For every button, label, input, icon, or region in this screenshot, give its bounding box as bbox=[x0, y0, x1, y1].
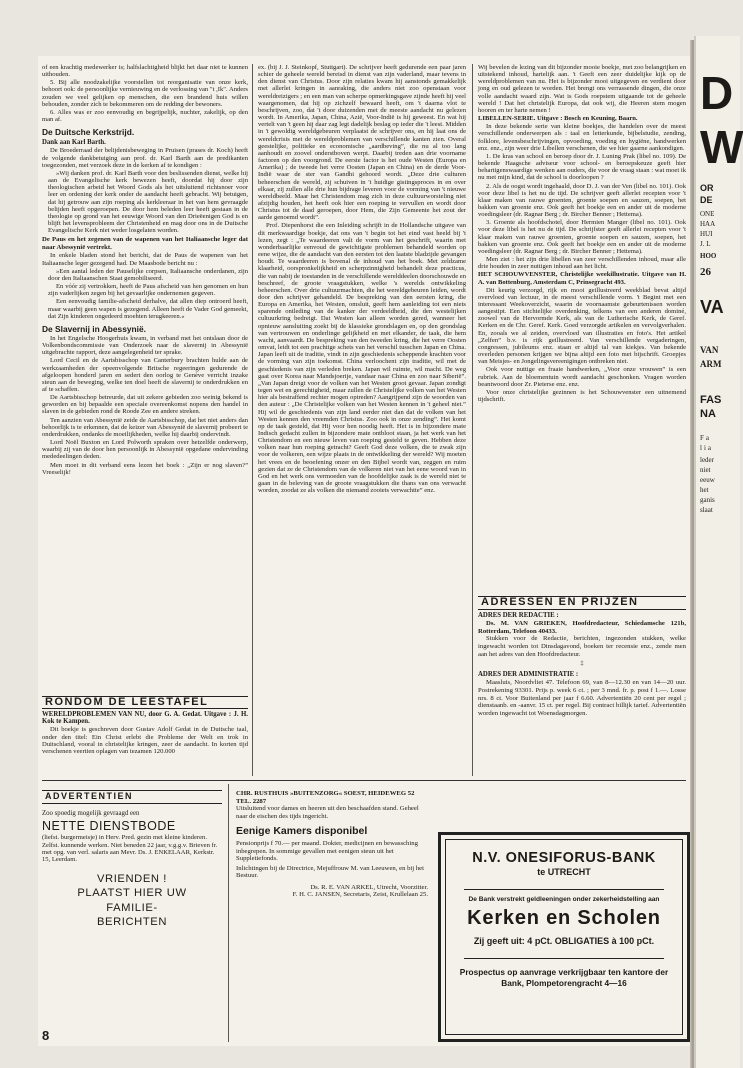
paragraph: Voor onze christelijke gezinnen is het Schouwvenster een uitnemend tijdschrift. bbox=[478, 388, 686, 404]
subheading: Dank aan Karl Barth. bbox=[42, 139, 106, 147]
column-1 bbox=[42, 64, 248, 477]
bank-name: N.V. ONESIFORUS-BANK bbox=[472, 850, 656, 866]
fragment: HUI bbox=[700, 230, 713, 238]
paragraph: De Broederraad der belijdenisbeweging in Pruisen (prases dr. Koch) heeft de volgende dankbetuiging aan prof. dr. Karl Barth aan de predikanten toegezonden, met verzoek deze in de kerken af te kondigen : bbox=[42, 147, 248, 169]
heading-slavernij: De Slavernij in Abessynië. bbox=[42, 323, 146, 334]
fragment: leder bbox=[700, 456, 714, 464]
ad-title-kamers: Eenige Kamers disponibel bbox=[236, 825, 368, 837]
paragraph: De Aartsbisschop betreurde, dat uit zekere gebieden zoo weinig bekend is geworden en bij bepaalde een speciale overeenkomst nopens den handel in slaven in de gebieden rond de Roode Zee en andere streken. bbox=[42, 394, 248, 416]
quote: »Een aantal leden der Pauselijke corpsen, Italiaansche onderdanen, zijn door den Italiaanschen Staat gemobiliseerd. bbox=[48, 267, 248, 282]
fragment: slaat bbox=[700, 506, 713, 514]
bank-rate: Zij geeft uit: 4 pCt. OBLIGATIES à 100 pCt. bbox=[473, 936, 655, 946]
ad-text: (liefst. burgermeisje) in Herv. Pred. gezin met kleine kinderen. Zelfst. kunnende werken. Niet beneden 22 jaar, v.g.g.v. Brieven fr. met opg. van verl. salaris aan Mevr. Ds. J. ENKELAAR, Kerkstr. 15, Leerdam. bbox=[42, 834, 218, 864]
column-rule bbox=[252, 64, 253, 776]
fragment: W bbox=[700, 121, 743, 173]
quote: En vóór zij vertrokken, heeft de Paus afscheid van hen genomen en hun zijn vaderlijken zegen bij het gevaarlijke ondernemen gegeven. bbox=[48, 283, 248, 298]
onesiforus-bank-ad bbox=[438, 832, 690, 1042]
paragraph: Men ziet : het zijn drie libellen van zeer verschillenden inhoud, maar alle drie houden in zeer nuttigen inhoud aan het licht. bbox=[478, 256, 686, 271]
fragment: J. L bbox=[700, 240, 711, 248]
paragraph: In het Engelsche Hoogerhuis kwam, in verband met het ontslaan door de Volkenbondscommissie van Onderzoek naar de slavernij in Abessynië uitgebrachte rapport, deze aangelegenheid ter sprake. bbox=[42, 334, 248, 357]
fragment: NA bbox=[700, 408, 716, 420]
ad-head: CHR. RUSTHUIS »BUITENZORG« SOEST, HEIDEWEG 52 TEL. 2287 bbox=[236, 790, 415, 805]
fragment: DE bbox=[700, 195, 713, 205]
paragraph: Wij bevelen de lezing van dit bijzonder mooie boekje, met zoo belangrijken en uitstekend inhoud, hartelijk aan. 't Geeft een zeer duidelijke kijk op de wereldproblemen van nu. Het is bijzonder mooi uitgegeven en verdient door jong en oud gelezen te worden. Het brengt ons verrassende dingen, die onze volle aandacht waard zijn. Wat is Gods roepstem uitgaande tot de geheele wereld ! Dat het christelijk Europa, dat ook wij, die Heeren stem mogen hooren en ter harte nemen ! bbox=[478, 64, 686, 114]
fragment: OR bbox=[700, 183, 714, 193]
heading-paus: De Paus en het zegenen van de wapenen van het Italiaansche leger dat naar Abessynië vertrekt. bbox=[42, 236, 248, 251]
paragraph: LIBELLEN-SERIE. Uitgave : Bosch en Keuning, Baarn. bbox=[478, 115, 638, 123]
paragraph: Maasluis, Noordvliet 47. Telefoon 69, van 8—12.30 en van 14—20 uur. Postrekening 93301. Prijs p. week 6 ct. ; per 3 mnd. fr. p. post f 1.—. Losse nrs. 8 ct. Voor Buitenland per jaar f 6.60. Advertentiën 20 cent per regel ; dienstaanb. en -aanvr. 15 ct. per regel. Bij contract billijk tarief. Advertentiën worden ingewacht tot Woensdagmorgen. bbox=[478, 679, 686, 717]
page-number: 8 bbox=[42, 1028, 50, 1043]
fragment: ONE bbox=[700, 210, 715, 218]
bank-city: te UTRECHT bbox=[537, 867, 591, 877]
paragraph: Ds. M. VAN GRIEKEN, Hoofdredacteur, Schiedamsche 121b, Rotterdam, Telefoon 40433. bbox=[478, 620, 686, 635]
fragment: eeuw bbox=[700, 476, 715, 484]
paragraph: 5. Bij alle noodzakelijke voorstellen tot reorganisatie van onze kerk, behoort ook: de persoonlijke vernieuwing en de verlossing van "t ,Ik". Anders zouden we veel gelijken op menschen, die een brandend huis willen behouden, zonder zich te bekommeren om de redding der bewoners. bbox=[42, 79, 248, 108]
ad-text: Inlichtingen bij de Directrice, Mejuffrouw M. van Leeuwen, en bij het Bestuur. bbox=[236, 864, 424, 879]
quote: »Wij danken prof. dr. Karl Barth voor den beslissenden dienst, welke hij aan de Evangelische kerk bewezen heeft, doordat hij door zijn theologischen arbeid het Woord Gods als het uitsluitend richtsnoer voor leer en ordening der kerk onder de aandacht heeft gebracht. Wij betuigen, dat hij getrouw aan zijn roeping als kerkleeraar in het van hem gevraagde belijden heeft opgeroepen. De door hem beleden leer heeft gestaan in de theologie op grond van het eeuwige Woord van den Drieëenigen God is en blijft het levensprobleem der Christenheid en mag door ons in de Duitsche Evangelische Kerk niet weder losgelaten worden. bbox=[48, 169, 248, 235]
adressen-title: ADRESSEN EN PRIJZEN bbox=[478, 596, 686, 610]
adjacent-page bbox=[694, 36, 743, 1068]
paragraph: HET SCHOUWVENSTER, Christelijke weekillustratie. Uitgave van H. A. van Bottenburg, Amsterdam C, Prinsegracht 493. bbox=[478, 271, 686, 286]
ad-intro: Zoo spoedig mogelijk gevraagd een bbox=[42, 809, 140, 817]
paragraph: Ook voor nuttige en fraaie handwerken, „Voor onze vrouwen” is een rubriek. Aan de bloementuin wordt aandacht geschonken. Vragen worden beantwoord door Zr. Pieterse enz. enz. bbox=[478, 366, 686, 388]
fragment: VAN bbox=[700, 345, 719, 355]
fragment: niet bbox=[700, 466, 711, 474]
fragment: HAA bbox=[700, 220, 716, 228]
quote: Een eenvoudig familie-afscheid derhalve, dat allen diep ontroerd heeft, maar waarbij geen wapen is gezegend. Alleen heeft de Vader God gemeekt, dat Zijn kinderen ongedeerd moehten terugkeeren.« bbox=[48, 298, 248, 320]
fragment: 26 bbox=[700, 266, 711, 278]
leestafel-title: RONDOM DE LEESTAFEL bbox=[42, 696, 248, 709]
ads-rule bbox=[42, 780, 686, 781]
rusthuis-ad bbox=[236, 786, 428, 1044]
fragment: HOO bbox=[700, 252, 717, 260]
subheading: WERELDPROBLEMEN VAN NU, door G. A. Gedat. Uitgave : J. H. Kok te Kampen. bbox=[42, 711, 248, 726]
ad-familieberichten: VRIENDEN ! PLAATST HIER UW FAMILIE-BERICHTEN bbox=[77, 872, 187, 929]
paragraph: Lord Cecil en de Aartsbisschop van Canterbury brachten hulde aan de werkzaamheden der opeenvolgende Britsche regeeringen gedurende de afgeloopen honderd jaren en sedert den oorlog te Genève verricht inzake steun aan de beweging, welke ten doel heeft de slavernij te onderdrukken en af te schaffen. bbox=[42, 357, 248, 393]
paragraph: Dit keurig verzorgd, rijk en mooi geillustreerd weekblad bevat altijd overvloed van lectuur, in de meest verschillende vorm. 't Begint met een interessant Weekoverzicht, waarin de voornaamste gebeurtenissen worden aangestipt. Een stichtelijke overdenking, telkens van een anderen dominé, zoowel van de Hervormde Kerk, als van de Lutherische Kerk, de Geref. Kerken en de Chr. Geref. Kerk. Goed verzorgde artikelen en vervolgverhalen. En, zooals we al zeiden, overvloed van illustraties en foto's. Het artikel „Zelfen” b.v. is rijk geillustreerd. Van verschillende vergaderingen, congressen, jubileums enz. staan er altijd tal van kiekjes. Van bekende overleden personen krijgen we bijna altijd een foto met bijschrift. Groepjes van Meisjes- en Jongelingsvereenigingen ontbreken niet. bbox=[478, 286, 686, 366]
fragment: lia bbox=[700, 444, 713, 452]
paragraph: In deze bekende serie van kleine boekjes, die handelen over de meest verschillende onderwerpen als : taal en letterkunde, bijbelstudie, zending, folklore, levensbeschrijvingen, opvoeding, voeding en hygiëne, handwerken enz. enz., zijn weer drie Libellen verschenen, die we hier gaarne aankondigen. bbox=[478, 123, 686, 152]
bank-line: De Bank verstrekt geldleeningen onder zekerheidstelling aan bbox=[468, 896, 660, 903]
fragment: D bbox=[700, 67, 734, 119]
subheading: ADRES DER REDACTIE : bbox=[478, 611, 559, 619]
bank-prospectus: Prospectus op aanvrage verkrijgbaar ten kantore der Bank, Plompetorengracht 4—16 bbox=[459, 967, 669, 988]
column-3 bbox=[478, 64, 686, 538]
fragment: VA bbox=[700, 297, 724, 317]
fragment: het bbox=[700, 486, 709, 494]
fragment: ARM bbox=[700, 359, 722, 369]
paragraph: Ten aanzien van Abessynië zeide de Aartsbisschop, dat het niet anders dan behoorlijk is te erkennen, dat de keizer van Abessynië de slavernij probeert te onderdrukken, ondanks de moeilijkheden, welke hij daarbij ondervindt. bbox=[42, 416, 248, 438]
advertenties-section bbox=[42, 786, 222, 1044]
paragraph: ex. (bij J. J. Steinkopf, Stuttgart). De schrijver heeft gedurende een paar jaren schier de geheele wereld bereisd in dienst van zijn vaderland, maar tevens in den dienst van Christus. Door zijn relaties kwam hij aanstonds gemakkelijk met allerlei kringen in aanraking, die anders niet zoo openstaan voor wereldreizigers ; en een man van scherpe opmerkingsgave zijnde heeft hij veel waargenomen, dat hij op zichzelf bewaard heeft, om 't daarna vlot te beschrijven, zoo, dat 't door duizenden met de meeste aandacht nu gelezen wordt. In Amerika, Japan, China, Azië, Voor-Indië is hij geweest. En wat hij vertelt van 't geen hij daar zag legt dadelijk beslag op ieder die 't leest. Midden in 't gewoldig wereldgebeuren verplaatst de schrijver ons, en hij laat ons de wereldcrisis met de wereldproblemen van verschillende kanten zien. Overal geestelijke, politieke en economische „aardbeving”, die nu al too lang aanhoudt en zoovel onderstboven werpt. Daarbij treden aan drie voorname factoren op den voorgrond. De eerste factor is het oude Westen (Europa en Amerika) ; de tweede het verre Oosten (Japan en China) en de derde Voor-Indië waar de ster van Gandhi gehoord wordt. „Deze drie culturen beheerschen de wereld, zij schuiven in 't huidige gistingsproces in en over elkaar, zij zullen alle drie hun bijdrage leveren voor de vorming van 't nieuwe wereldbeeld. Maar het Christendom mag zich in deze cultuurworsteling niet afzijdig houden, het heeft ook hier een roeping te vervullen en wordt door Christus tot de daad geroepen, door Hem, die Zijn Gemeente het zout der aarde genoemd wordt”. bbox=[258, 64, 466, 222]
paragraph: Stukken voor de Redactie, berichten, ingezonden stukken, welke ingewacht worden tot Dinsdagavond, boeken ter recensie enz., zende men aan het adres van den Hoofdredacteur. bbox=[478, 635, 686, 658]
paragraph: Men moet in dit verband eens lezen het boek : „Zijn er nog slaven?” Vreeselijk! bbox=[42, 461, 248, 476]
heading-kerkstrijd: De Duitsche Kerkstrijd. bbox=[42, 127, 135, 138]
column-rule bbox=[228, 784, 229, 1042]
column-2 bbox=[258, 64, 466, 776]
column-rule bbox=[472, 64, 473, 776]
paragraph: 3. Groente als hoofdschotel, door Hermien Manger (libel no. 101). Ook voor deze libel is het nu de tijd. De schrijfster geeft allerlei recepten voor 't klaar maken van rauwe groenten, groente soepen en sauzen, soepen, het bakken van groente enz. Ook geeft het boekje een en ander uit de moderne voedingsleer (dr. Ragnar Berg ; dr. Bircher Benner ; Hettema). bbox=[478, 219, 686, 255]
ad-text: Pensionprijs f 70.— per maand. Dokter, medicijnen en bewassching inbegrepen. In sommige gevallen met eenigen steun uit het Suppletiefonds. bbox=[236, 840, 418, 862]
ad-signature: Ds. R. E. VAN ARKEL, Utrecht, Voorzitter. bbox=[310, 883, 428, 891]
fragment: FAS bbox=[700, 394, 722, 406]
paragraph: of een krachtig medewerker is; halfslachtigheid blijkt het daar niet te kunnen uithouden. bbox=[42, 64, 248, 79]
adressen-section: ADRESSEN EN PRIJZEN ADRES DER REDACTIE : Ds. M. VAN GRIEKEN, Hoofdredacteur, Schiedamsche 121b, Rotterdam, Telefoon 40433. Stukken voor de Redactie, berichten, ingezonden stukken, welke ingewacht worden tot Dinsdagavond, boeken ter recensie enz., zende men aan het adres van den Hoofdredacteur. ‡ ADRES DER ADMINISTRATIE : Maasluis, Noordvliet 47. Telefoon 69, van 8—12.30 en van 14—20 uur. Postrekening 93301. Prijs p. week 6 ct. ; per 3 mnd. fr. p. post f 1.—. Losse nrs. 8 ct. Voor Buitenland per jaar f 6.60. Advertentiën 20 cent per regel ; dienstaanb. en -aanvr. 15 ct. per regel. Bij contract billijk tarief. Advertentiën worden ingewacht tot Woensdagmorgen. bbox=[478, 596, 686, 717]
subheading: ADRES DER ADMINISTRATIE : bbox=[478, 670, 579, 678]
paragraph: 6. Alles was er zoo eenvoudig en begrijpelijk, nuchter, zakelijk, op den man af. bbox=[42, 108, 248, 124]
paragraph: 1. De kras van school en beroep door dr. J. Luning Prak (libel no. 109). De bekende Haagsche adviseur voor school- en beroepskeuze geeft hier behartigenswaardige wenken aan ouders, die voor de vraag staan : wat moet ik nu met mijn kind, dat de school is doorloopen ? bbox=[478, 152, 686, 182]
fragment: ganis bbox=[700, 496, 715, 504]
paragraph: Prof. Diepenhorst die een Inleiding schrijft in de Hollandsche uitgave van dit merkwaardige boekje, dat ons van 't begin tot het eind vast heeld bij 't lezen, zegt : „Te waardeeren valt de vorm van het geschrift, waarin met wonderbaarlijke eenvoud de gewichtigste problemen behandeld worden op eene wijze, die de aandacht van den eersten tot den laatste bladzijde gevangen houdt. Te waardeeren is bovenal de inhoud van het boek. Met zeldzame klaarheid, oorspronkelijkheid en scherpzinnigheid behandelt deze practicus, die van nabij de toestanden in de verschillende werelddeelen doorschouwde en beschreef, de groote vraagstukken, welke 's werelds ontwikkeling beheerschen. Over drie cultuurmachten, die het wereldgebeuren leiden, wordt door den schrijver gehandeld. De bespreking van den eersten kring, die Europa en Amerika, het Westen, omsluit, geeft hem aanleiding tot een niets sparende ontleding van de kanker der verdeeldheid, die den westelijken cultuurkring bedreigt. Dat Westen kan alleen worden gered, wanneer het opnieuw aansluiting zoekt bij de klassieke grondslagen en, op den grondslag van vertrouwen en onderlinge gelijkheid en met elkander, de taak, die hem wacht, aanvaardt. De bespreking van den tweeden kring, die het verre Oosten omvat, leidt tot een prachtige schets van het verschil tusschen Japan en China. Japan leeft uit de traditie, vindt in zijn geschiedenis scheppende krachten voor de vorming van zijn toekomst. China verloochent zijn traditie, wil met de geschiedenis van zijn verleden breken. Japan wil ruimte, wil macht. De weg gaat over Korea naar Mandsjoerije, vandaar naar China en zoo naar Siberië”. „Van Japan dreigt voor de volken van het Westen groot gevaar. Japan zondigt tegen wet en gerechtigheid, maar zullen de Christelijke volken van het Westen hier als bestraffend rechter mogen optreden? Aangrijpend zijn de woorden van den auteur : „De Christelijke volken van het Westen kennen in 't geheel niet.” Hij wil de geschiedenis van zijn land eerder niet dan dat de volken van het Westen kennen den vreemden Christus. Zoo ook in onze zending”. Het komt op de taak gesteld, dat Hij voor hen noodig heeft. Het is in bijzondere mate Indisch gedacht zullen in bijzondere mate ontbloot staan, ja het werk van het Christendom en een nieuw leven van roeping gesteld te geven. Hebben deze volken naar hun roeping getracht? Geeft God deze volken, die te zwak zijn voor de volkeren, een wijze plaats in de ontwikkeling der wereld? Wij moeten het vrees en de beoefening onzer en den Bijbel wordt van, zeggen en ruim gezien dat ze de Christendom van de volkeren niet van het eene woord van in God en het werk ons vermoeden van de hoofdelijke zaak is de wereld niet te gaan in de beleving van de groote vraagstukken die thans van ons verwacht worden, zoodat ze als volken die niemand zooiets verwachtte” enz. bbox=[258, 222, 466, 495]
paragraph: In enkele bladen stond het bericht, dat de Paus de wapenen van het Italiaansche leger gezegend had. De Maasbode bericht nu : bbox=[42, 252, 248, 267]
bank-big-title: Kerken en Scholen bbox=[467, 907, 661, 929]
newspaper-page bbox=[38, 56, 690, 1046]
advertenties-title: ADVERTENTIEN bbox=[42, 790, 222, 804]
paragraph: Lord Noël Buxton en Lord Polworth spraken over hetzelfde onderwerp, waarbij zij van de door hen persoonlijk in Abessynië opgedane ondervinding mededeelingen deden. bbox=[42, 439, 248, 461]
ad-signature: F. H. C. JANSEN, Secretaris, Zeist, Krullelaan 25. bbox=[292, 891, 428, 898]
paragraph: 2. Als de oogst wordt ingehaald, door D. J. van der Ven (libel no. 101). Ook voor deze libel is het nu de tijd. De schrijver geeft allerlei recepten voor 't klaar maken van rauwe groenten, groente soepen en sauzen, soepen, het bakken van groente enz. Ook geeft het boekje een en ander uit de moderne voedingsleer (dr. Ragnar Berg ; dr. Bircher Benner ; Hettema). bbox=[478, 182, 686, 219]
paragraph: Dit boekje is geschreven door Gustav Adolf Gedat in de Duitsche taal, onder den titel: Ein Christ erlebt die Probleme der Welt en trok in Duitschland, vooral in christelijke kringen, zeer de aandacht. In korten tijd verschenen veertien oplagen van tezamen 120.000 bbox=[42, 726, 248, 755]
leestafel-section bbox=[42, 696, 248, 755]
ad-text: Uitsluitend voor dames en heeren uit den beschaafden stand. Geheel naar de eischen des tijds ingericht. bbox=[236, 805, 419, 820]
ad-title-dienstbode: NETTE DIENSTBODE bbox=[42, 819, 176, 834]
fragment: Fa bbox=[700, 434, 711, 442]
